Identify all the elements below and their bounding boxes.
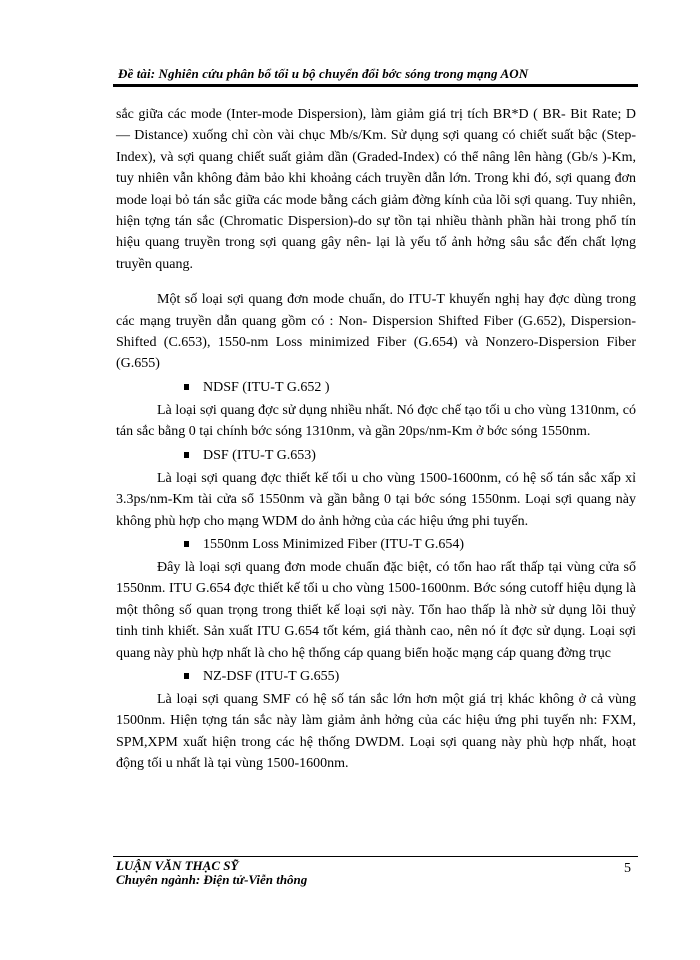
bullet-square-icon xyxy=(184,452,189,458)
bullet-square-icon xyxy=(184,673,189,679)
paragraph-ndsf: Là loại sợi quang đợc sử dụng nhiều nhất. Nó đợc chế tạo tối u cho vùng 1310nm, có tán sắc bằng 0 tại chính bớc sóng 1310nm, và gần 20ps/nm-Km ở bớc sóng 1550nm. xyxy=(116,402,636,440)
bullet-item-dsf xyxy=(116,446,636,466)
header-rule xyxy=(113,84,638,87)
bullet-square-icon xyxy=(184,541,189,547)
page-body xyxy=(116,104,636,775)
footer-subtitle: Chuyên ngành: Điện tử-Viễn thông xyxy=(116,872,308,887)
bullet-square-icon xyxy=(184,384,189,390)
footer-rule xyxy=(113,856,638,857)
paragraph-continuation: sắc giữa các mode (Inter-mode Dispersion), làm giảm giá trị tích BR*D ( BR- Bit Rate; D — Distance) xuống chỉ còn vài chục Mb/s/Km. Sử dụng sợi quang có chiết suất bậc (Step- Index), và sợi quang chiết suất giảm dần (Graded-Index) có thể nâng lên hàng (Gb/s )-Km, tuy nhiên vẫn không đảm bảo khi khoảng cách truyền dẫn lớn. Trong khi đó, sợi quang đơn mode loại bỏ tán sắc giữa các mode bằng cách giảm đờng kính của lõi sợi quang. Tuy nhiên, hiện tợng tán sắc (Chromatic Dispersion)-do sự tồn tại nhiều thành phần hài trong phổ tín hiệu quang truyền trong sợi quang gây nên- lại là yếu tố ảnh hởng sâu sắc đến chất lợng truyền quang. xyxy=(116,107,636,272)
bullet-label: NDSF (ITU-T G.652 ) xyxy=(203,379,330,395)
bullet-label: DSF (ITU-T G.653) xyxy=(203,447,316,463)
bullet-label: 1550nm Loss Minimized Fiber (ITU-T G.654) xyxy=(203,536,465,552)
paragraph-nz-dsf: Là loại sợi quang SMF có hệ số tán sắc lớn hơn một giá trị khác không ở cả vùng 1500nm. Hiện tợng tán sắc này làm giảm ảnh hởng của các hiệu ứng phi tuyến nh: FXM, SPM,XPM xuất hiện trong các hệ thống DWDM. Loại sợi quang này phù hợp nhất, hoạt động tối u nhất là tại vùng 1500-1600nm. xyxy=(116,691,636,772)
paragraph-intro: Một số loại sợi quang đơn mode chuẩn, do ITU-T khuyến nghị hay đợc dùng trong các mạng truyền dẫn quang gồm có : Non- Dispersion Shifted Fiber (G.652), Dispersion-Shifted (C.653), 1550-nm Loss minimized Fiber (G.654) và Nonzero-Dispersion Fiber (G.655) xyxy=(116,292,636,372)
bullet-item-loss-minimized xyxy=(116,535,636,555)
bullet-label: NZ-DSF (ITU-T G.655) xyxy=(203,668,340,684)
bullet-item-ndsf xyxy=(116,378,636,398)
footer-title: LUẬN VĂN THẠC SỸ xyxy=(116,858,239,873)
page-number: 5 xyxy=(624,861,631,876)
paragraph-dsf: Là loại sợi quang đợc thiết kế tối u cho vùng 1500-1600nm, có hệ số tán sắc xấp xỉ 3.3ps/nm-Km tài cửa sổ 1550nm và gần bằng 0 tại bớc sóng 1550nm. Loại sợi quang này không phù hợp cho mạng WDM do ảnh hởng của các hiệu ứng phi tuyến. xyxy=(116,470,636,529)
paragraph-loss-minimized: Đây là loại sợi quang đơn mode chuẩn đặc biệt, có tổn hao rất thấp tại vùng cửa sổ 1550nm. ITU G.654 đợc thiết kế tối u cho vùng 1500-1600nm. Bớc sóng cutoff hiệu dụng là một thông số quan trọng trong thiết kế loại sợi này. Tổn hao thấp là nhờ sử dụng lõi thuỷ tinh tinh khiết. Sản xuất ITU G.654 tốt kém, giá thành cao, nên nó ít đợc sử dụng. Loại sợi quang này phù hợp nhất là cho hệ thống cáp quang biển hoặc mạng cáp quang đờng trục xyxy=(116,559,636,661)
running-header: Đề tài: Nghiên cứu phân bổ tối u bộ chuyển đổi bớc sóng trong mạng AON xyxy=(118,66,529,81)
bullet-item-nz-dsf xyxy=(116,667,636,687)
paragraph-gap xyxy=(116,275,636,289)
